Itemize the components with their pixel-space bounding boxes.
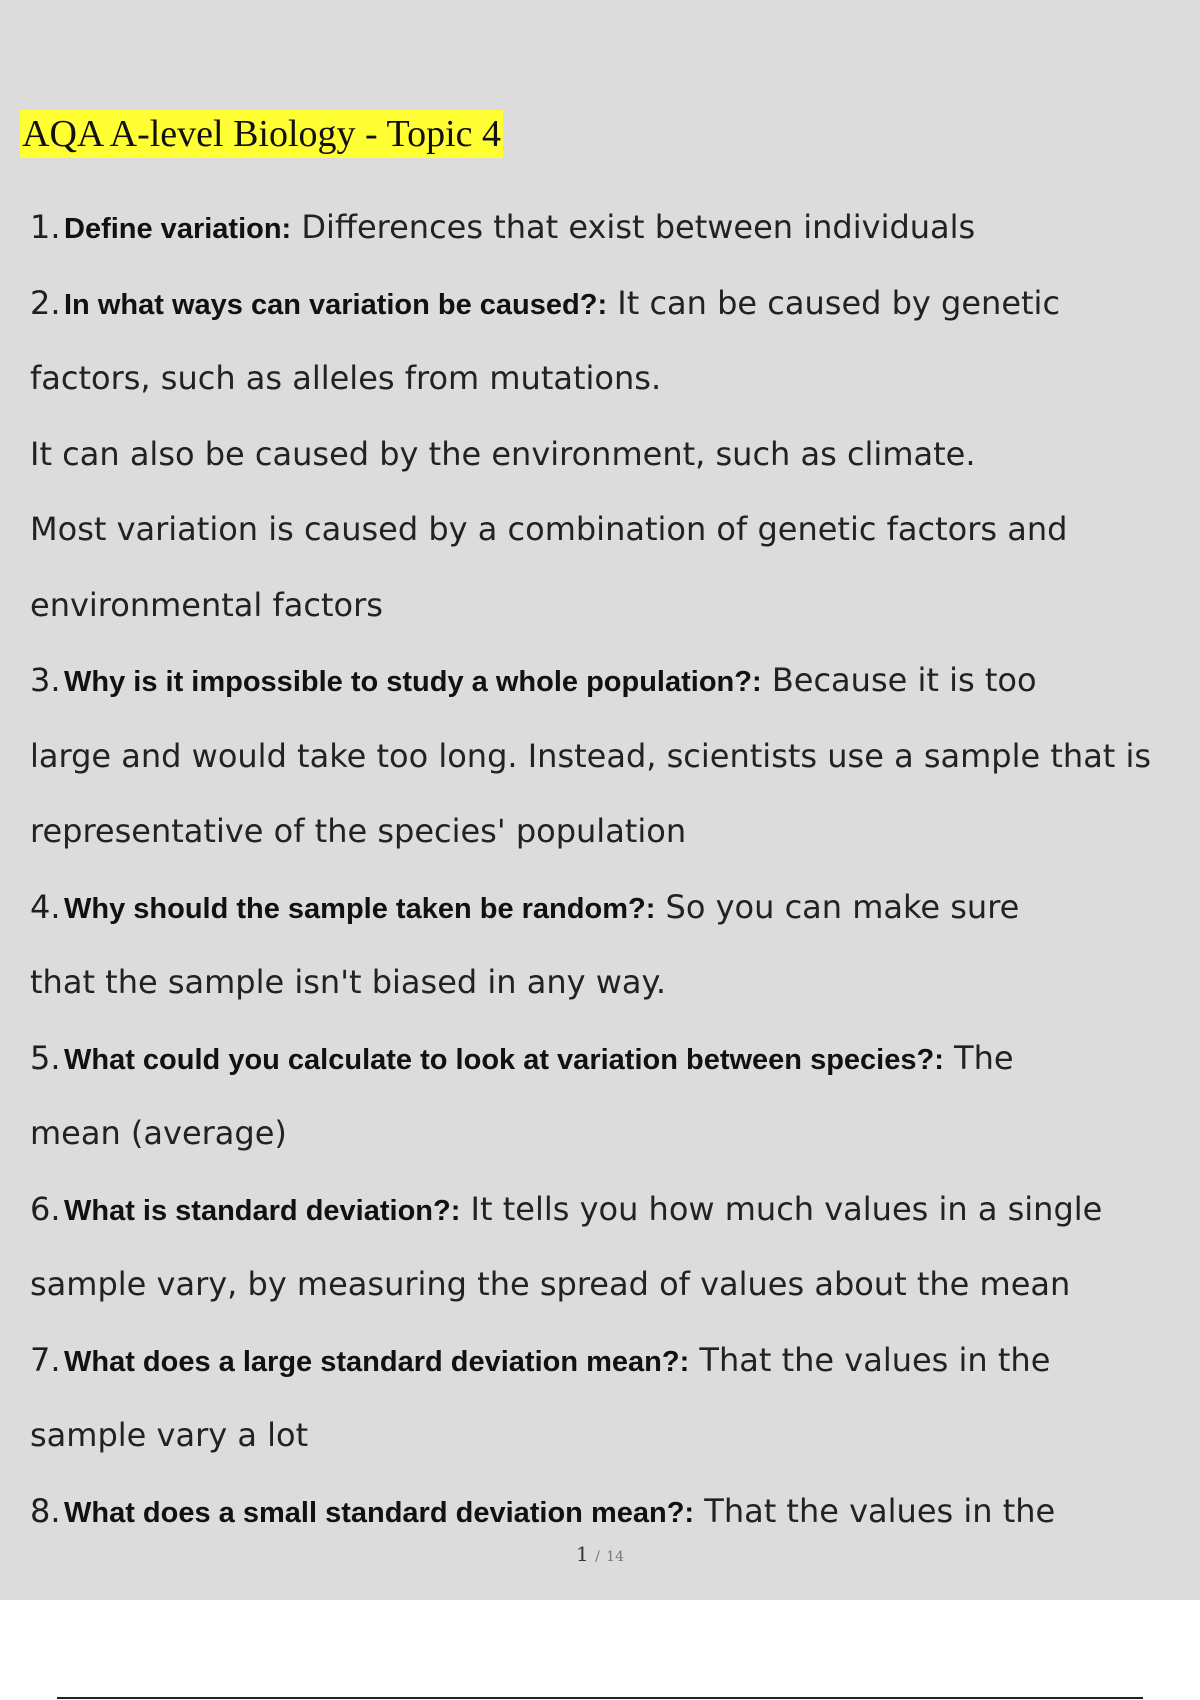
qa-answer-line: Most variation is caused by a combination of genetic factors and [30, 510, 1068, 548]
qa-question: What could you calculate to look at variation between species?: [64, 1043, 944, 1076]
qa-item-first-line [30, 266, 1170, 342]
qa-question: Why is it impossible to study a whole population?: [64, 666, 762, 698]
page-total: 14 [606, 1549, 624, 1565]
qa-number: 7. [30, 1340, 61, 1379]
qa-question: Define variation: [64, 213, 292, 245]
qa-number: 5. [30, 1038, 61, 1077]
page-indicator [0, 1542, 1200, 1566]
qa-answer: The [954, 1038, 1014, 1077]
page-separator: / [595, 1549, 600, 1565]
qa-item-first-line [30, 1474, 1170, 1550]
qa-answer-line: sample vary, by measuring the spread of values about the mean [30, 1265, 1071, 1303]
qa-item-first-line [30, 1323, 1170, 1399]
qa-answer-line: sample vary a lot [30, 1416, 309, 1454]
qa-number: 2. [30, 283, 61, 322]
qa-number: 8. [30, 1491, 61, 1530]
qa-question: What does a small standard deviation mean?: [64, 1496, 695, 1529]
qa-item-first-line [30, 1172, 1170, 1248]
qa-question: Why should the sample taken be random?: [64, 892, 656, 925]
qa-answer-line: mean (average) [30, 1114, 287, 1152]
qa-answer: It can be caused by genetic [617, 283, 1061, 322]
qa-number: 4. [30, 887, 61, 926]
next-page-top-rule [57, 1697, 1143, 1699]
qa-answer: So you can make sure [665, 887, 1020, 926]
qa-answer-line: environmental factors [30, 585, 383, 624]
qa-item-first-line [30, 1021, 1170, 1097]
qa-number: 1. [30, 208, 61, 246]
qa-item-first-line [30, 870, 1170, 946]
qa-answer: Differences that exist between individuals [301, 208, 976, 246]
qa-question: What is standard deviation?: [64, 1194, 461, 1227]
qa-number: 3. [30, 661, 61, 699]
qa-answer-line: factors, such as alleles from mutations. [30, 359, 662, 397]
qa-question: In what ways can variation be caused?: [64, 288, 608, 321]
qa-question: What does a large standard deviation mean?: [64, 1345, 690, 1378]
document-title: AQA A-level Biology - Topic 4 [20, 110, 503, 158]
qa-answer: Because it is too [771, 661, 1037, 699]
qa-number: 6. [30, 1189, 61, 1228]
qa-answer: That the values in the [699, 1340, 1051, 1379]
qa-item-first-line [30, 190, 1170, 266]
qa-answer-line: representative of the species' population [30, 812, 687, 850]
qa-answer-line: It can also be caused by the environment, such as climate. [30, 434, 976, 473]
qa-list [30, 190, 1170, 1549]
qa-answer-line: that the sample isn't biased in any way. [30, 963, 667, 1001]
qa-answer-line: large and would take too long. Instead, scientists use a sample that is [30, 736, 1152, 775]
qa-item-first-line [30, 643, 1170, 719]
page-current: 1 [576, 1542, 589, 1566]
qa-answer: That the values in the [704, 1491, 1056, 1530]
qa-answer: It tells you how much values in a single [470, 1189, 1103, 1228]
